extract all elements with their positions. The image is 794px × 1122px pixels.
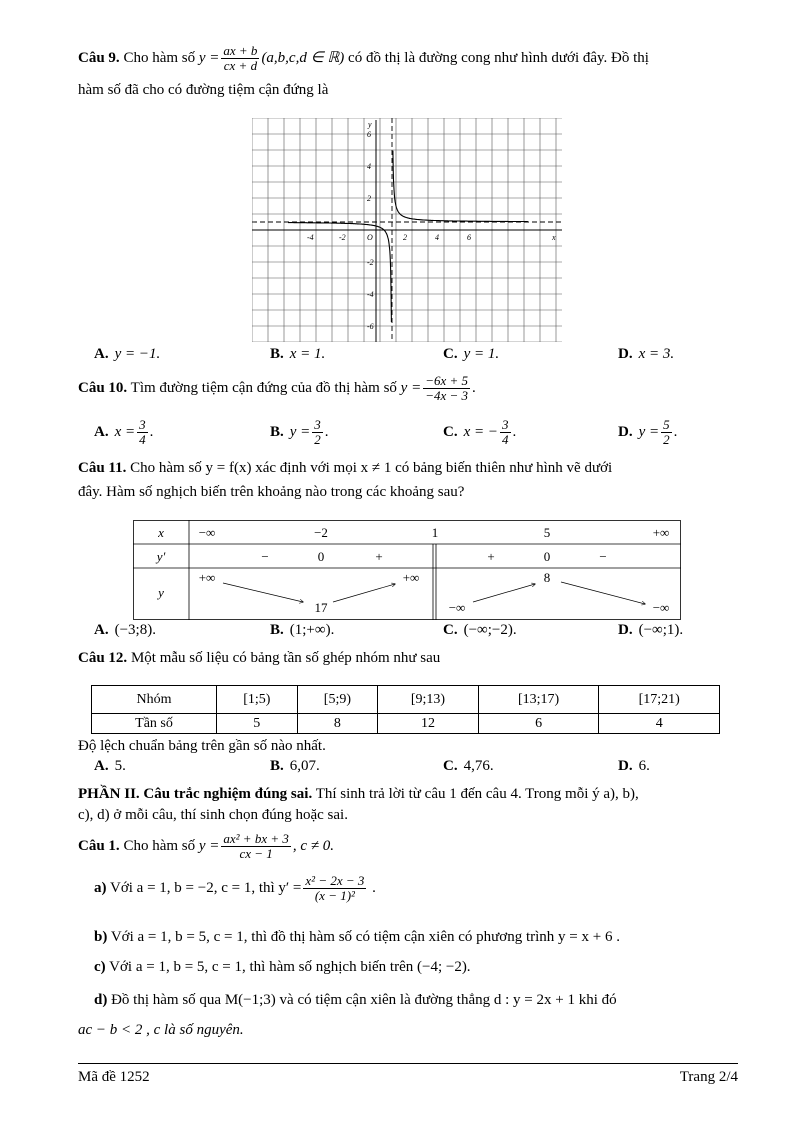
group-cell: [9;13) [378,686,479,714]
option-b[interactable] [270,622,334,639]
increase-arrow [473,584,535,602]
question-11-line2: đây. Hàm số nghịch biến trên khoảng nào trong các khoảng sau? [78,484,465,500]
option-key: C. [443,424,458,441]
option-key: B. [270,622,284,638]
exam-code: Mã đề 1252 [78,1069,150,1085]
option-key: B. [270,346,284,362]
y-tick-label: -2 [367,258,374,267]
freq-cell: 8 [297,714,378,734]
option-value: (−∞;1). [638,622,684,638]
decrease-arrow [561,582,645,604]
origin-label: O [367,233,373,242]
option-value: x = 1. [289,346,326,362]
numerator: ax + b [223,43,258,58]
option-key: A. [94,424,109,441]
option-fraction [312,418,323,448]
y-value: 17 [314,600,328,615]
option-d[interactable] [618,346,674,363]
statement-text: Với a = 1, b = 5, c = 1, thì hàm số nghịch biến trên (−4; −2). [109,959,471,975]
statement-key: b) [94,929,108,945]
option-a[interactable] [94,758,126,775]
page-number: Trang 2/4 [679,1069,738,1085]
option-key: D. [618,424,633,441]
option-key: D. [618,622,633,638]
x-tick-label: -2 [339,233,346,242]
tf-question-1 [78,832,738,862]
yprime-sign: − [261,549,269,564]
option-value: 4,76. [463,758,494,774]
option-value: 6,07. [289,758,320,774]
option-value: (1;+∞). [289,622,335,638]
x-tick-label: 4 [435,233,439,242]
option-post: . [324,424,329,441]
variation-table [133,520,681,620]
option-key: C. [443,346,458,362]
denominator: 4 [502,432,509,448]
y-tick-label: -6 [367,322,374,331]
group-cell: [1;5) [217,686,298,714]
freq-cell: 6 [478,714,599,734]
question-label: Câu 1. [78,838,120,855]
statement-c[interactable] [94,957,754,979]
question-12-after: Độ lệch chuẩn bảng trên gần số nào nhất. [78,738,326,754]
option-post: . [673,424,678,441]
header-group: Nhóm [92,686,217,714]
question-label: Câu 10. [78,380,128,397]
y-value: +∞ [198,570,216,585]
function-condition: (a,b,c,d ∈ ℝ) [261,50,345,67]
numerator: 5 [663,417,670,432]
option-b[interactable] [270,346,325,363]
y-tick-label: -4 [367,290,374,299]
function-fraction [221,832,290,862]
footer-divider [78,1063,738,1064]
row-label-y: y [158,585,164,600]
yprime-sign: + [375,549,383,564]
question-10-options [94,418,714,448]
option-post: . [512,424,517,441]
question-label: Câu 12. [78,650,128,666]
question-label: Câu 11. [78,460,127,476]
x-value: 5 [543,525,551,540]
numerator: 3 [502,417,509,432]
question-text: Cho hàm số [123,50,196,67]
option-d[interactable] [618,758,650,775]
derivative-fraction [303,874,366,904]
x-value: −∞ [198,525,216,540]
yprime-sign: + [487,549,495,564]
question-9-line2: hàm số đã cho có đường tiệm cận đứng là [78,82,329,98]
yprime-sign: − [599,549,607,564]
statement-text: Đồ thị hàm số qua M(−1;3) và có tiệm cận xiên là đường thẳng d : y = 2x + 1 khi đó [111,992,617,1008]
question-text: Tìm đường tiệm cận đứng của đồ thị hàm số [130,380,397,397]
question-11-options [94,622,714,644]
function-lhs: y = [198,50,220,67]
part-2-heading [78,784,738,806]
option-key: B. [270,424,284,441]
group-cell: [17;21) [599,686,720,714]
y-tick-label: 6 [367,130,371,139]
question-label: Câu 9. [78,50,120,67]
statement-text: Với a = 1, b = 5, c = 1, thì đồ thị hàm số có tiệm cận xiên có phương trình y = x + 6 . [110,929,620,945]
x-tick-label: 6 [467,233,471,242]
denominator: cx + d [223,58,258,74]
yprime-zero: 0 [543,549,551,564]
statement-text: ac − b < 2 , c là số nguyên. [78,1022,244,1038]
statement-b[interactable] [94,927,754,949]
x-value: 1 [431,525,439,540]
yprime-zero: 0 [317,549,325,564]
option-a[interactable] [94,418,153,448]
curve-right-branch [393,151,528,222]
row-label-x: x [158,525,164,540]
option-b[interactable] [270,758,320,775]
option-key: C. [443,622,458,638]
option-c[interactable] [443,418,516,448]
option-value: y = 1. [463,346,500,362]
option-key: C. [443,758,458,774]
function-fraction [423,374,470,404]
option-key: A. [94,758,109,774]
group-cell: [5;9) [297,686,378,714]
question-9-options [94,346,714,368]
option-d[interactable] [618,622,683,639]
denominator: 4 [139,432,146,448]
increase-arrow [333,584,395,602]
option-fraction [137,418,148,448]
option-pre: x = [114,424,136,441]
question-text: Cho hàm số y = f(x) xác định với mọi x ≠ 1 có bảng biến thiên như hình vẽ dưới [130,460,613,476]
statement-key: c) [94,959,106,975]
option-d[interactable] [618,418,677,448]
freq-cell: 4 [599,714,720,734]
option-key: D. [618,346,633,362]
numerator: ax² + bx + 3 [223,831,289,846]
graph-axes [252,120,562,342]
function-fraction [221,44,259,74]
numerator: −6x + 5 [425,373,469,388]
question-text: Một mẫu số liệu có bảng tần số ghép nhóm như sau [130,650,441,666]
statement-end: . [372,880,376,897]
denominator: cx − 1 [239,846,273,862]
part-text: Thí sinh trả lời từ câu 1 đến câu 4. Trong mỗi ý a), b), [315,786,639,802]
question-text: Cho hàm số [123,838,196,855]
option-fraction [661,418,672,448]
function-graph [252,118,562,342]
statement-d[interactable] [94,990,754,1012]
numerator: 3 [314,417,321,432]
statement-d-line2 [78,1020,738,1042]
x-value: −2 [314,525,328,540]
y-value: +∞ [402,570,420,585]
statement-key: d) [94,992,108,1008]
decrease-arrow [223,583,303,602]
statement-text: Với a = 1, b = −2, c = 1, thì y′ = [109,880,302,897]
numerator: 3 [139,417,146,432]
group-cell: [13;17) [478,686,599,714]
question-text: có đồ thị là đường cong như hình dưới đây. Đồ thị [348,50,649,67]
question-9 [78,44,738,74]
option-value: x = 3. [638,346,675,362]
denominator: 2 [663,432,670,448]
option-key: B. [270,758,284,774]
y-tick-label: 2 [367,194,371,203]
option-pre: x = − [463,424,498,441]
option-c[interactable] [443,758,494,775]
y-value: 8 [543,570,551,585]
option-c[interactable] [443,346,499,363]
option-pre: y = [289,424,311,441]
freq-cell: 12 [378,714,479,734]
statement-key: a) [94,880,107,897]
x-axis-label: x [552,233,556,242]
option-fraction [500,418,511,448]
function-lhs: y = [400,380,422,397]
option-c[interactable] [443,622,517,639]
denominator: 2 [314,432,321,448]
option-value: (−∞;−2). [463,622,517,638]
x-tick-label: 2 [403,233,407,242]
question-12-options [94,758,714,780]
option-b[interactable] [270,418,329,448]
option-post: . [149,424,154,441]
option-key: A. [94,622,109,638]
y-value: −∞ [652,600,670,615]
freq-cell: 5 [217,714,298,734]
question-12 [78,648,738,670]
option-a[interactable] [94,346,160,363]
option-value: (−3;8). [114,622,156,638]
question-11 [78,458,738,480]
denominator: (x − 1)² [314,888,355,904]
row-label-yprime: y′ [156,549,166,564]
part-2-line2: c), d) ở mỗi câu, thí sinh chọn đúng hoặc sai. [78,807,348,823]
statement-a[interactable] [94,874,754,904]
question-10: Câu 10. Tìm đường tiệm cận đứng của đồ thị hàm số y = $\frac{-6x + 5}{-4x - 3}$ . [78,373,476,404]
option-value: y = −1. [114,346,161,362]
x-tick-label: -4 [307,233,314,242]
y-tick-label: 4 [367,162,371,171]
y-axis-label: y [368,120,372,129]
x-value: +∞ [652,525,670,540]
option-value: 6. [638,758,650,774]
tick-labels [307,120,556,331]
function-condition: , c ≠ 0. [292,838,335,855]
numerator: x² − 2x − 3 [305,873,365,888]
option-pre: y = [638,424,660,441]
header-frequency: Tần số [92,714,217,734]
part-title: PHẦN II. Câu trắc nghiệm đúng sai. [78,786,313,802]
denominator: −4x − 3 [425,388,469,404]
option-a[interactable] [94,622,156,639]
option-value: 5. [114,758,126,774]
y-value: −∞ [448,600,466,615]
frequency-table [91,685,720,734]
function-lhs: y = [198,838,220,855]
option-key: D. [618,758,633,774]
option-key: A. [94,346,109,362]
